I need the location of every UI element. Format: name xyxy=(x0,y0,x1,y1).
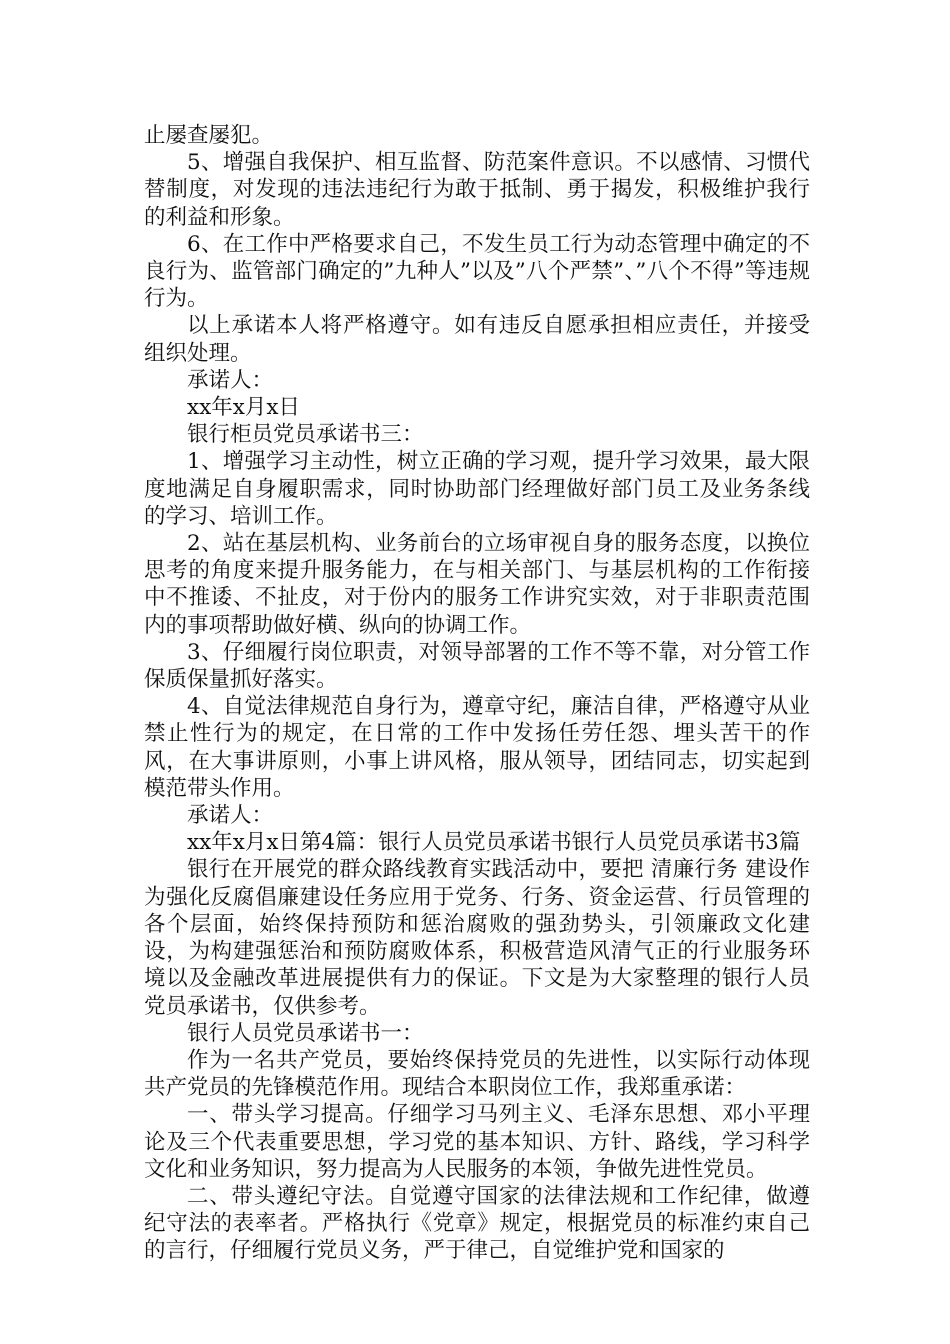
paragraph: 3、仔细履行岗位职责，对领导部署的工作不等不靠，对分管工作保质保量抓好落实。 xyxy=(144,639,810,693)
paragraph: 二、带头遵纪守法。自觉遵守国家的法律法规和工作纪律，做遵纪守法的表率者。严格执行《党章》规定，根据党员的标准约束自己的言行，仔细履行党员义务，严于律己，自觉维护党和国家的 xyxy=(144,1183,810,1264)
paragraph: 4、自觉法律规范自身行为，遵章守纪，廉洁自律，严格遵守从业禁止性行为的规定，在日常的工作中发扬任劳任怨、埋头苦干的作风，在大事讲原则，小事上讲风格，服从领导，团结同志，切实起到模范带头作用。 xyxy=(144,694,810,801)
date-line: xx年x月x日 xyxy=(187,395,301,421)
date-and-title-line: xx年x月x日第4篇：银行人员党员承诺书银行人员党员承诺书3篇 xyxy=(187,830,801,856)
paragraph: 一、带头学习提高。仔细学习马列主义、毛泽东思想、邓小平理论及三个代表重要思想，学习党的基本知识、方针、路线，学习科学文化和业务知识，努力提高为人民服务的本领，争做先进性党员。 xyxy=(144,1102,810,1182)
signature-label: 承诺人： xyxy=(187,367,274,393)
paragraph: 以上承诺本人将严格遵守。如有违反自愿承担相应责任，并接受组织处理。 xyxy=(144,313,810,366)
section-heading: 银行柜员党员承诺书三： xyxy=(187,422,424,448)
paragraph: 1、增强学习主动性，树立正确的学习观，提升学习效果，最大限度地满足自身履职需求，同时协助部门经理做好部门员工及业务条线的学习、培训工作。 xyxy=(144,449,810,529)
section-heading: 银行人员党员承诺书一： xyxy=(187,1020,424,1046)
paragraph: 作为一名共产党员，要始终保持党员的先进性，以实际行动体现共产党员的先锋模范作用。现结合本职岗位工作，我郑重承诺： xyxy=(144,1047,810,1101)
paragraph: 5、增强自我保护、相互监督、防范案件意识。不以感情、习惯代替制度，对发现的违法违纪行为敢于抵制、勇于揭发，积极维护我行的利益和形象。 xyxy=(144,150,810,230)
document-body xyxy=(144,122,810,1265)
paragraph: 银行在开展党的群众路线教育实践活动中，要把 清廉行务 建设作为强化反腐倡廉建设任务应用于党务、行务、资金运营、行员管理的各个层面，始终保持预防和惩治腐败的强劲势头，引领廉政文化建设，为构建强惩治和预防腐败体系，积极营造风清气正的行业服务环境以及金融改革进展提供有力的保证。下文是为大家整理的银行人员党员承诺书，仅供参考。 xyxy=(144,857,810,1019)
paragraph: 6、在工作中严格要求自己，不发生员工行为动态管理中确定的不良行为、监管部门确定的”九种人”以及”八个严禁”、”八个不得”等违规行为。 xyxy=(144,231,810,312)
signature-label: 承诺人： xyxy=(187,803,274,829)
paragraph: 2、站在基层机构、业务前台的立场审视自身的服务态度，以换位思考的角度来提升服务能力，在与相关部门、与基层机构的工作衔接中不推诿、不扯皮，对于份内的服务工作讲究实效，对于非职责范围内的事项帮助做好横、纵向的协调工作。 xyxy=(144,531,810,638)
paragraph: 止屡查屡犯。 xyxy=(144,123,274,148)
